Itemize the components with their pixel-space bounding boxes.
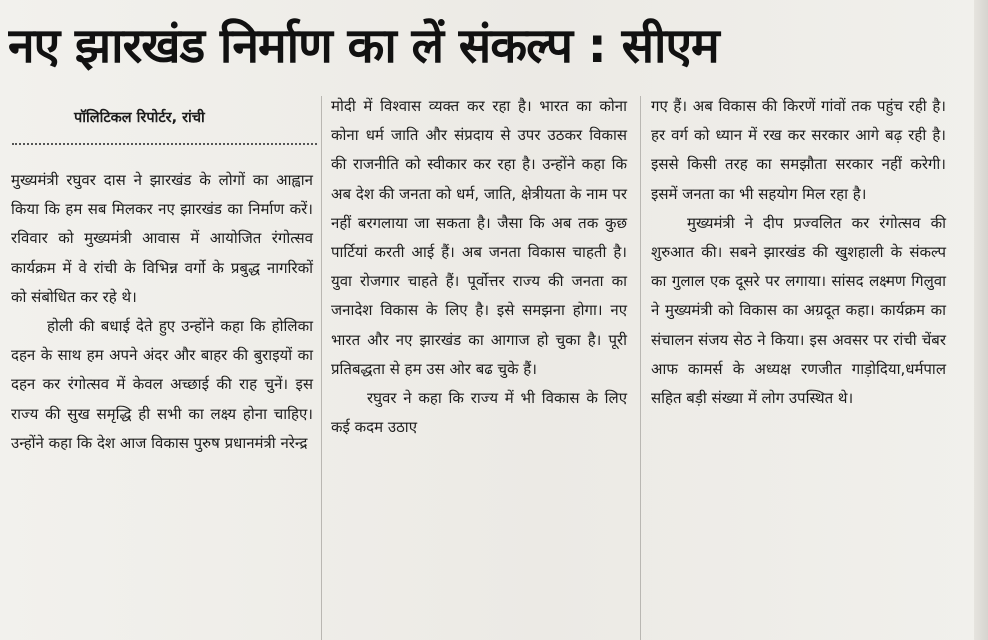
article-column-1 <box>11 166 313 458</box>
paragraph: मुख्यमंत्री ने दीप प्रज्वलित कर रंगोत्सव की शुरुआत की। सबने झारखंड की खुशहाली के संकल्प का गुलाल एक दूसरे पर लगाया। सांसद लक्ष्मण गिलुवा ने मुख्यमंत्री को विकास का अग्रदूत कहा। कार्यक्रम का संचालन संजय सेठ ने किया। इस अवसर पर रांची चेंबर आफ कामर्स के अध्यक्ष रणजीत गाड़ोदिया,धर्मपाल सहित बड़ी संख्या में लोग उपस्थित थे। <box>651 213 946 408</box>
paragraph: गए हैं। अब विकास की किरणें गांवों तक पहुंच रही है। हर वर्ग को ध्यान में रख कर सरकार आगे बढ़ रही है। इससे किसी तरह का समझौता सरकार नहीं करेगी। इसमें जनता का भी सहयोग मिल रहा है। <box>651 97 946 203</box>
column-rule <box>640 96 641 640</box>
paragraph: मुख्यमंत्री रघुवर दास ने झारखंड के लोगों का आह्वान किया कि हम सब मिलकर नए झारखंड का निर्माण करें। रविवार को मुख्यमंत्री आवास में आयोजित रंगोत्सव कार्यक्रम में वे रांची के विभिन्न वर्गो के प्रबुद्ध नागरिकों को संबोधित कर रहे थे। <box>11 171 313 306</box>
article-column-2 <box>331 92 627 442</box>
paragraph: मोदी में विश्वास व्यक्त कर रहा है। भारत का कोना कोना धर्म जाति और संप्रदाय से उपर उठकर विकास की राजनीति को स्वीकार कर रहा है। उन्होंने कहा कि अब देश की जनता को धर्म, जाति, क्षेत्रीयता के नाम पर नहीं बरगलाया जा सकता है। जैसा कि अब तक कुछ पार्टियां करती आई हैं। अब जनता विकास चाहती है। युवा रोजगार चाहते हैं। पूर्वोत्तर राज्य की जनता का जनादेश विकास के लिए है। इसे समझना होगा। नए भारत और नए झारखंड का आगाज हो चुका है। पूरी प्रतिबद्धता से हम उस ओर बढ चुके हैं। <box>331 97 627 378</box>
article-column-3 <box>651 92 946 413</box>
page-fold-shadow <box>974 0 988 640</box>
paragraph: रघुवर ने कहा कि राज्य में भी विकास के लिए कई कदम उठाए <box>331 389 627 437</box>
byline-divider <box>12 143 317 145</box>
paragraph: होली की बधाई देते हुए उन्होंने कहा कि होलिका दहन के साथ हम अपने अंदर और बाहर की बुराइयों का दहन कर रंगोत्सव में केवल अच्छाई की राह चुनें। इस राज्य की सुख समृद्धि ही सभी का लक्ष्य होना चाहिए। उन्होंने कहा कि देश आज विकास पुरुष प्रधानमंत्री नरेन्द्र <box>11 317 313 452</box>
byline: पॉलिटिकल रिपोर्टर, रांची <box>74 110 205 126</box>
headline: नए झारखंड निर्माण का लें संकल्प : सीएम <box>8 18 719 74</box>
column-rule <box>321 96 322 640</box>
